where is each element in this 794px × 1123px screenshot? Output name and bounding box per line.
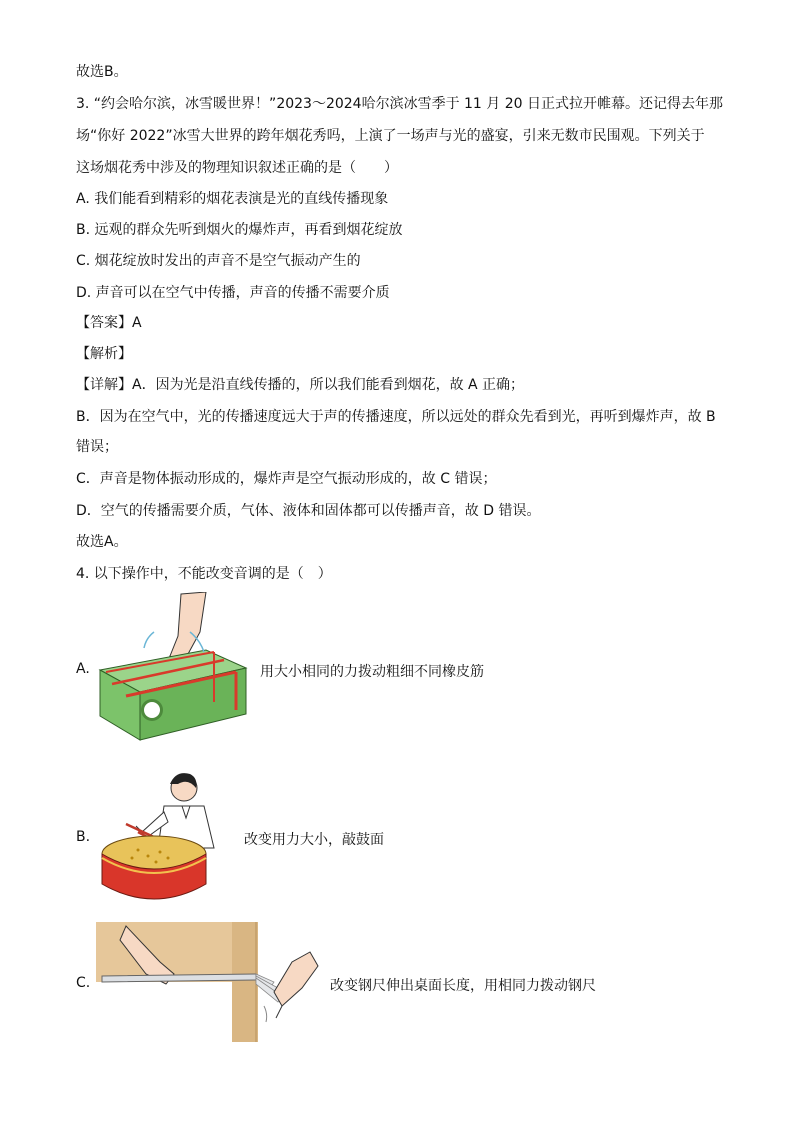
rubber-band-box-image	[96, 592, 250, 744]
q4-option-b-letter: B.	[76, 829, 91, 845]
detail-line: 【详解】A．因为光是沿直线传播的，所以我们能看到烟花，故 A 正确；	[76, 377, 525, 393]
q4-option-a-letter: A.	[76, 661, 90, 677]
question-3-line-1: 3. “约会哈尔滨，冰雪暖世界！”2023～2024哈尔滨冰雪季于 11 月 20 日正式拉开帷幕。还记得去年那	[76, 96, 723, 112]
q4-option-c-text: 改变钢尺伸出桌面长度，用相同力拨动钢尺	[330, 978, 596, 994]
q4-option-a-text: 用大小相同的力拨动粗细不同橡皮筋	[260, 664, 484, 680]
q4-option-b-text: 改变用力大小，敲鼓面	[244, 832, 384, 848]
q3-option-a: A. 我们能看到精彩的烟花表演是光的直线传播现象	[76, 191, 389, 207]
explanation-c: C．声音是物体振动形成的，爆炸声是空气振动形成的，故 C 错误；	[76, 471, 497, 487]
question-3-line-2: 场“你好 2022”冰雪大世界的跨年烟花秀吗，上演了一场声与光的盛宴，引来无数市民围观。下列关于	[76, 128, 705, 144]
drum-player-image	[98, 766, 222, 906]
answer-label: 【答案】A	[76, 315, 142, 331]
explanation-d: D．空气的传播需要介质，气体、液体和固体都可以传播声音，故 D 错误。	[76, 503, 541, 519]
prev-answer-choice: 故选B。	[76, 64, 128, 80]
final-choice: 故选A。	[76, 534, 128, 550]
q4-option-c-letter: C.	[76, 975, 91, 991]
question-4: 4. 以下操作中，不能改变音调的是（ ）	[76, 566, 332, 582]
explanation-b-line-2: 错误；	[76, 439, 118, 455]
explanation-b-line-1: B．因为在空气中，光的传播速度远大于声的传播速度，所以远处的群众先看到光，再听到爆炸声，故 B	[76, 409, 716, 425]
steel-ruler-table-image	[96, 922, 324, 1042]
analysis-label: 【解析】	[76, 346, 132, 362]
question-3-line-3: 这场烟花秀中涉及的物理知识叙述正确的是（ ）	[76, 160, 398, 176]
q3-option-b: B. 远观的群众先听到烟火的爆炸声，再看到烟花绽放	[76, 222, 403, 238]
q3-option-d: D. 声音可以在空气中传播，声音的传播不需要介质	[76, 285, 390, 301]
q3-option-c: C. 烟花绽放时发出的声音不是空气振动产生的	[76, 253, 361, 269]
